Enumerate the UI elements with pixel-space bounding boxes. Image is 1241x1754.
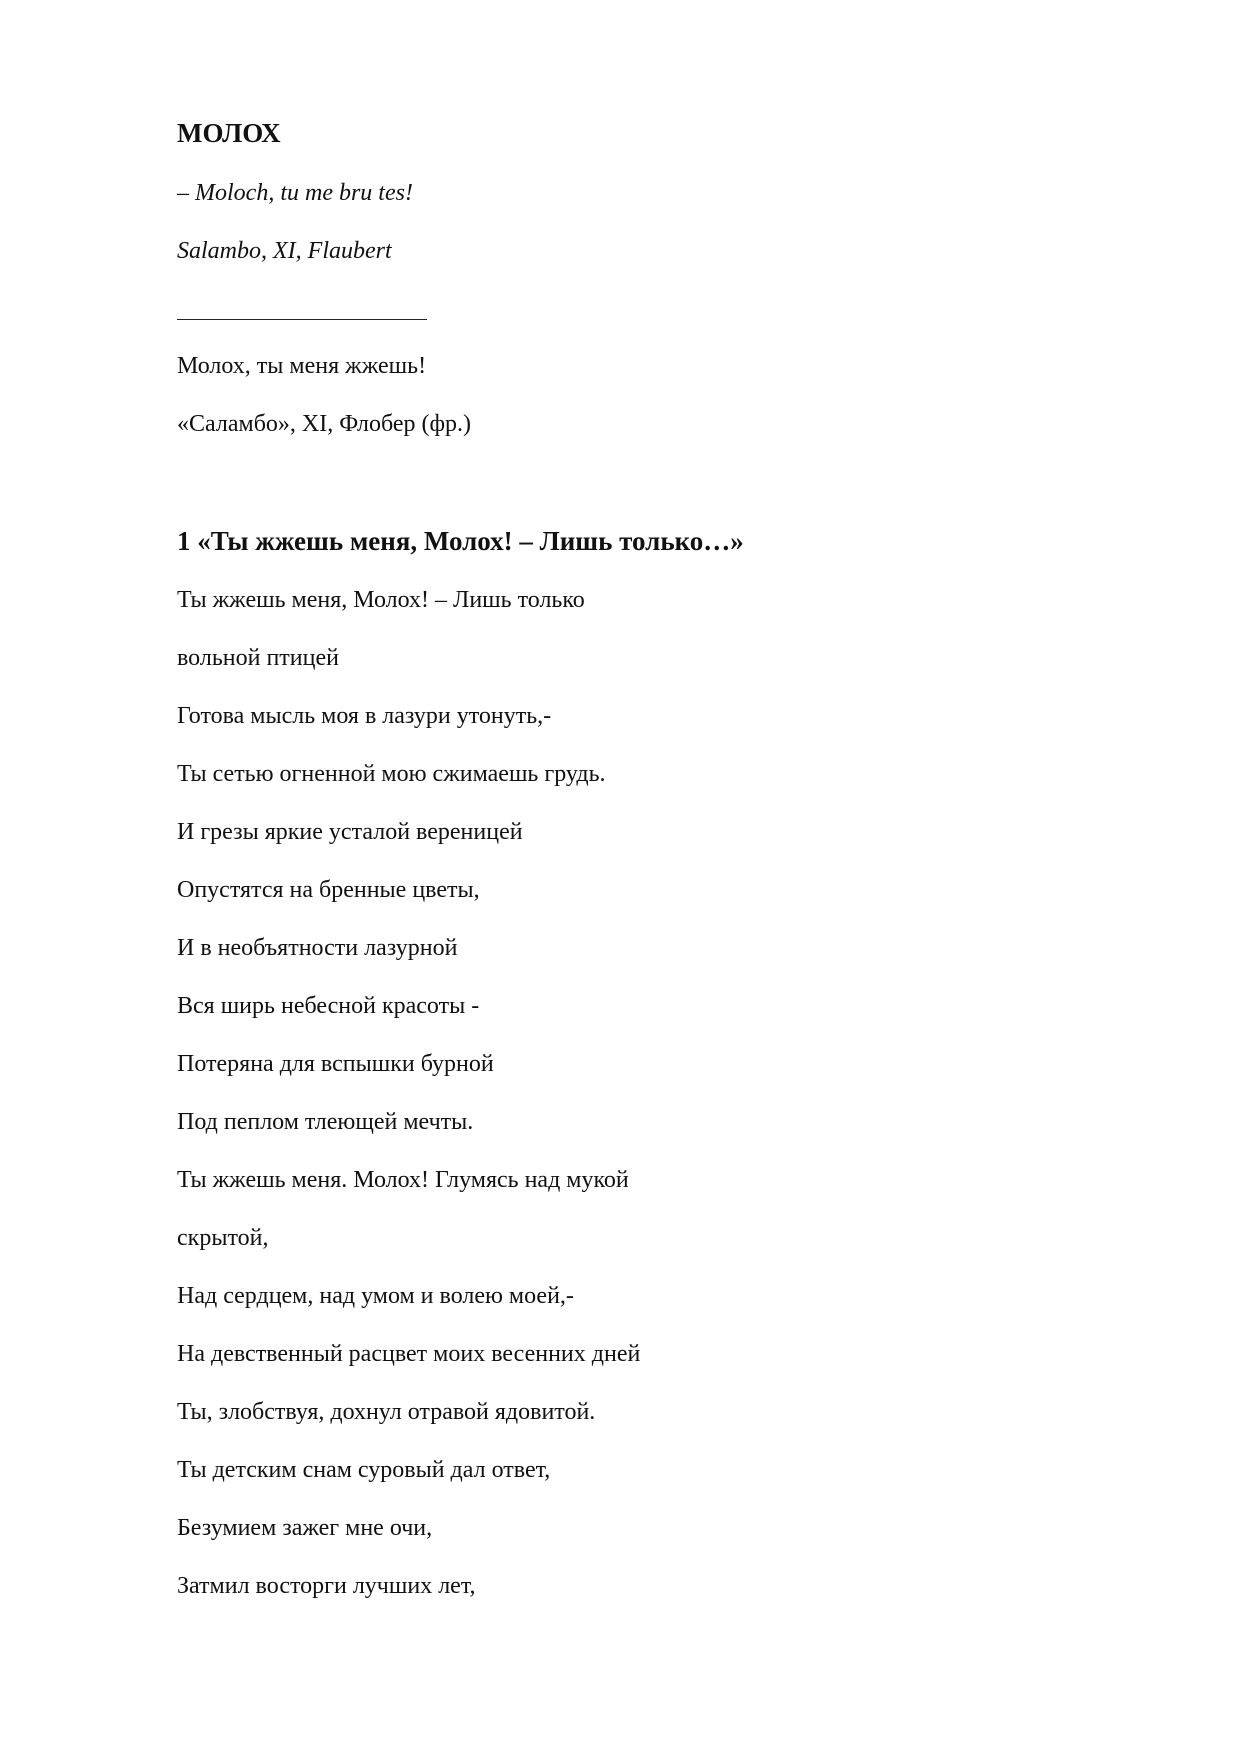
poem-line: вольной птицей	[177, 645, 339, 671]
poem-line: Под пеплом тлеющей мечты.	[177, 1109, 474, 1135]
footnote-divider	[177, 319, 427, 320]
section-heading: 1 «Ты жжешь меня, Молох! – Лишь только…»	[177, 526, 744, 556]
poem-line: Вся ширь небесной красоты -	[177, 993, 480, 1019]
poem-line: На девственный расцвет моих весенних дней	[177, 1341, 641, 1367]
poem-line: Ты жжешь меня, Молох! – Лишь только	[177, 587, 585, 613]
poem-line: Над сердцем, над умом и волею моей,-	[177, 1283, 574, 1309]
poem-line: И в необъятности лазурной	[177, 935, 458, 961]
translation-source: «Саламбо», XI, Флобер (фр.)	[177, 411, 472, 437]
poem-line: Затмил восторги лучших лет,	[177, 1573, 476, 1599]
poem-line: Потеряна для вспышки бурной	[177, 1051, 494, 1077]
poem-line: Ты жжешь меня. Молох! Глумясь над мукой	[177, 1167, 629, 1193]
poem-line: Ты, злобствуя, дохнул отравой ядовитой.	[177, 1399, 596, 1425]
poem-line: скрытой,	[177, 1225, 269, 1251]
poem-line: Ты детским снам суровый дал ответ,	[177, 1457, 551, 1483]
poem-line: Готова мысль моя в лазури утонуть,-	[177, 703, 552, 729]
epigraph-source: Salambo, XI, Flaubert	[177, 238, 392, 264]
poem-line: Безумием зажег мне очи,	[177, 1515, 433, 1541]
epigraph-quote: – Moloch, tu me bru tes!	[177, 180, 413, 206]
poem-line: Ты сетью огненной мою сжимаешь грудь.	[177, 761, 606, 787]
poem-line: И грезы яркие усталой вереницей	[177, 819, 523, 845]
document-title: МОЛОХ	[177, 118, 281, 148]
translation-quote: Молох, ты меня жжешь!	[177, 353, 427, 379]
poem-line: Опустятся на бренные цветы,	[177, 877, 480, 903]
